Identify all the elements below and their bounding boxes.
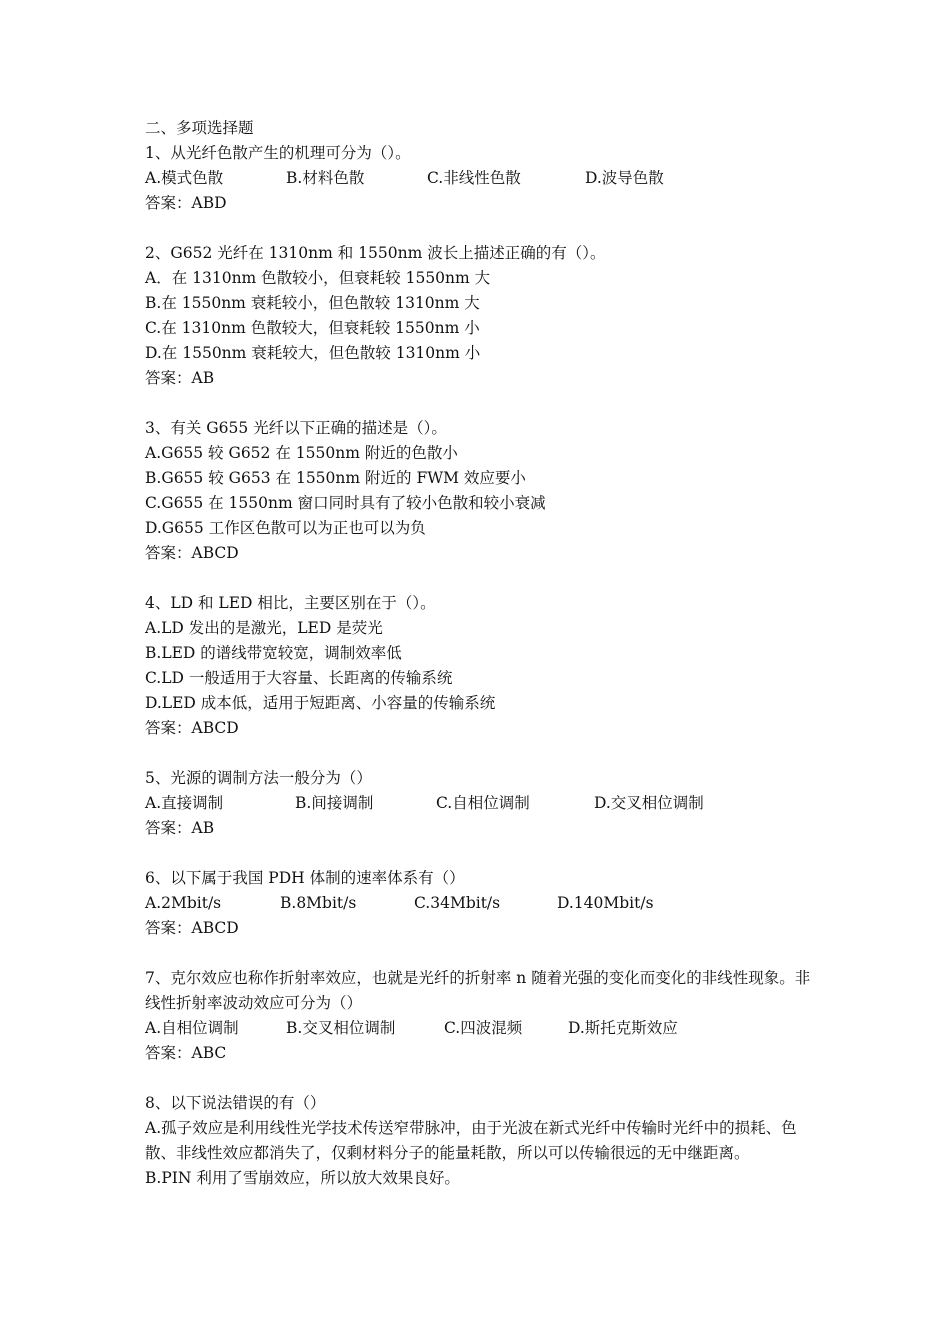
option-row (145, 791, 815, 816)
option-row (145, 166, 815, 191)
option-b: B.G655 较 G653 在 1550nm 附近的 FWM 效应要小 (145, 469, 526, 487)
question-5 (145, 766, 815, 841)
option-b: B.PIN 利用了雪崩效应，所以放大效果良好。 (145, 1169, 460, 1187)
option-b: B.材料色散 (286, 169, 365, 187)
option-row (145, 1016, 815, 1041)
answer: 答案：ABC (145, 1044, 227, 1062)
question-4 (145, 591, 815, 741)
option-c: C.34Mbit/s (414, 894, 501, 912)
question-2 (145, 241, 815, 391)
option-row (145, 891, 815, 916)
option-a: A.模式色散 (145, 169, 224, 187)
option-b: B.8Mbit/s (280, 894, 357, 912)
question-6 (145, 866, 815, 941)
answer: 答案：ABCD (145, 544, 239, 562)
question-stem: 8、以下说法错误的有（） (145, 1094, 326, 1112)
option-a: A.LD 发出的是激光，LED 是荧光 (145, 619, 383, 637)
question-3 (145, 416, 815, 566)
question-stem: 5、光源的调制方法一般分为（） (145, 769, 372, 787)
question-stem: 7、克尔效应也称作折射率效应，也就是光纤的折射率 n 随着光强的变化而变化的非线性现象。非线性折射率波动效应可分为（） (145, 969, 811, 1012)
answer: 答案：AB (145, 819, 215, 837)
option-c: C.非线性色散 (427, 169, 521, 187)
option-d: D.G655 工作区色散可以为正也可以为负 (145, 519, 426, 537)
option-c: C.G655 在 1550nm 窗口同时具有了较小色散和较小衰减 (145, 494, 546, 512)
question-8 (145, 1091, 815, 1191)
option-d: D.140Mbit/s (557, 894, 654, 912)
spacer (145, 391, 815, 416)
option-d: D.在 1550nm 衰耗较大，但色散较 1310nm 小 (145, 344, 481, 362)
answer: 答案：ABCD (145, 719, 239, 737)
option-d: D.斯托克斯效应 (568, 1019, 678, 1037)
answer: 答案：ABD (145, 194, 227, 212)
option-a: A.G655 较 G652 在 1550nm 附近的色散小 (145, 444, 458, 462)
question-stem: 2、G652 光纤在 1310nm 和 1550nm 波长上描述正确的有（）。 (145, 244, 606, 262)
spacer (145, 741, 815, 766)
option-b: B.间接调制 (295, 794, 374, 812)
answer: 答案：ABCD (145, 919, 239, 937)
question-7 (145, 966, 815, 1066)
document-page (145, 116, 815, 1191)
spacer (145, 566, 815, 591)
question-stem: 3、有关 G655 光纤以下正确的描述是（）。 (145, 419, 447, 437)
section-title: 二、多项选择题 (145, 119, 254, 137)
option-a: A．在 1310nm 色散较小，但衰耗较 1550nm 大 (145, 269, 491, 287)
option-c: C.LD 一般适用于大容量、长距离的传输系统 (145, 669, 453, 687)
option-d: D.LED 成本低，适用于短距离、小容量的传输系统 (145, 694, 496, 712)
spacer (145, 1066, 815, 1091)
option-b: B.在 1550nm 衰耗较小，但色散较 1310nm 大 (145, 294, 480, 312)
spacer (145, 941, 815, 966)
option-b: B.LED 的谱线带宽较宽，调制效率低 (145, 644, 402, 662)
answer: 答案：AB (145, 369, 215, 387)
question-stem: 1、从光纤色散产生的机理可分为（）。 (145, 144, 411, 162)
question-stem: 4、LD 和 LED 相比，主要区别在于（）。 (145, 594, 436, 612)
option-d: D.交叉相位调制 (594, 794, 704, 812)
question-stem: 6、以下属于我国 PDH 体制的速率体系有（） (145, 869, 465, 887)
option-a: A.2Mbit/s (145, 894, 222, 912)
option-d: D.波导色散 (585, 169, 664, 187)
option-a: A.自相位调制 (145, 1019, 239, 1037)
option-a: A.孤子效应是利用线性光学技术传送窄带脉冲，由于光波在新式光纤中传输时光纤中的损耗、色散、非线性效应都消失了，仅剩材料分子的能量耗散，所以可以传输很远的无中继距离。 (145, 1119, 797, 1162)
spacer (145, 841, 815, 866)
option-c: C.四波混频 (444, 1019, 523, 1037)
option-b: B.交叉相位调制 (286, 1019, 396, 1037)
spacer (145, 216, 815, 241)
option-c: C.在 1310nm 色散较大，但衰耗较 1550nm 小 (145, 319, 480, 337)
option-c: C.自相位调制 (436, 794, 530, 812)
question-1 (145, 141, 815, 216)
option-a: A.直接调制 (145, 794, 224, 812)
